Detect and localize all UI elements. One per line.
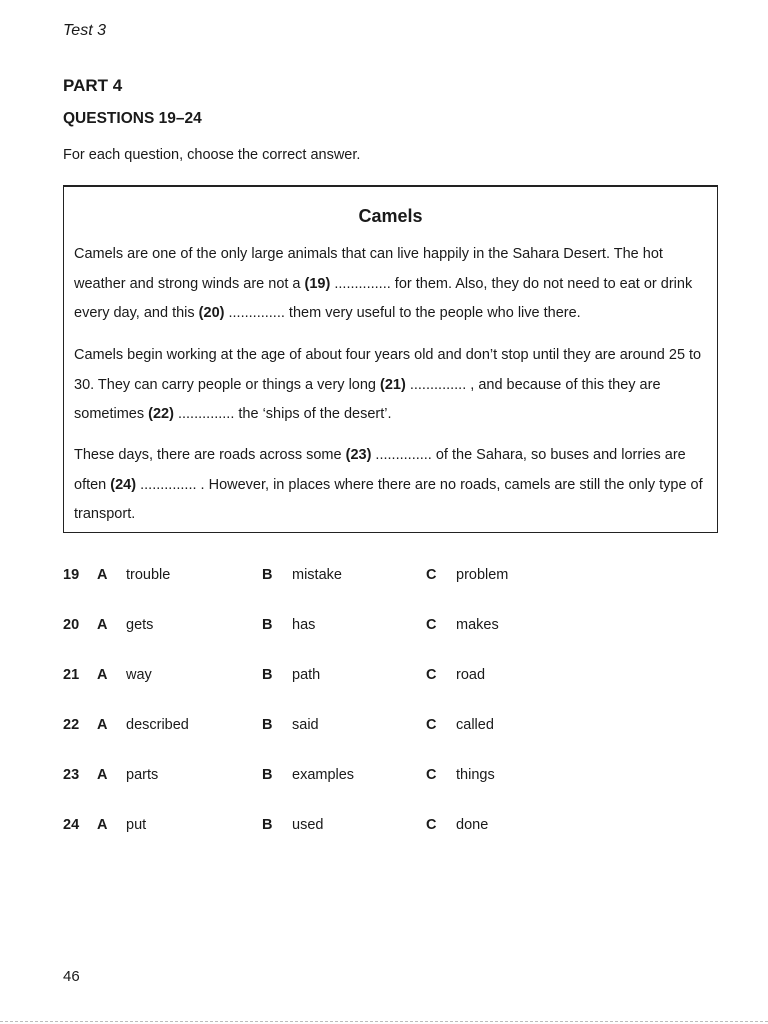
- question-number: 22: [63, 717, 80, 733]
- option-c[interactable]: makes: [456, 617, 499, 633]
- option-letter-c: C: [426, 667, 437, 683]
- option-b[interactable]: examples: [292, 767, 355, 783]
- question-row-24: [63, 817, 623, 841]
- passage-paragraph-1: [74, 240, 705, 329]
- question-row-19: [63, 567, 623, 591]
- option-a[interactable]: described: [126, 717, 189, 733]
- option-a[interactable]: trouble: [126, 567, 171, 583]
- option-letter-b: B: [262, 767, 273, 783]
- question-number: 24: [63, 817, 80, 833]
- option-letter-a: A: [97, 817, 108, 833]
- question-row-21: [63, 667, 623, 691]
- blank-20: (20): [198, 305, 225, 321]
- page-number: 46: [63, 968, 80, 985]
- paragraph-text: These days, there are roads across some: [74, 447, 346, 463]
- question-number: 23: [63, 767, 80, 783]
- question-row-22: [63, 717, 623, 741]
- question-row-23: [63, 767, 623, 791]
- option-letter-c: C: [426, 817, 437, 833]
- passage-paragraph-2: [74, 341, 705, 430]
- option-letter-c: C: [426, 617, 437, 633]
- paragraph-text: .............. , and because of this they are sometimes: [74, 376, 661, 422]
- option-b[interactable]: mistake: [292, 567, 342, 583]
- bottom-rule: [0, 1021, 768, 1022]
- option-c[interactable]: things: [456, 767, 495, 783]
- option-c[interactable]: road: [456, 667, 486, 683]
- paragraph-text: .............. for them. Also, they do not need to eat or drink every day, and this: [74, 275, 693, 321]
- question-number: 19: [63, 567, 80, 583]
- paragraph-text: .............. of the Sahara, so buses and lorries are often: [74, 447, 686, 493]
- option-letter-a: A: [97, 617, 108, 633]
- questions-title: QUESTIONS 19–24: [63, 110, 202, 127]
- blank-21: (21): [380, 376, 406, 393]
- option-b[interactable]: said: [292, 717, 319, 733]
- paragraph-text: .............. them very useful to the people who live there.: [224, 305, 581, 321]
- instruction: For each question, choose the correct answer.: [63, 147, 361, 163]
- option-b[interactable]: path: [292, 667, 321, 683]
- option-a[interactable]: gets: [126, 617, 154, 633]
- passage-title: Camels: [358, 206, 423, 226]
- option-letter-a: A: [97, 567, 108, 583]
- option-letter-c: C: [426, 567, 437, 583]
- option-letter-c: C: [426, 767, 437, 783]
- question-number: 21: [63, 667, 80, 683]
- option-letter-a: A: [97, 717, 108, 733]
- option-letter-b: B: [262, 617, 273, 633]
- paragraph-text: .............. the ‘ships of the desert’.: [173, 406, 392, 422]
- option-a[interactable]: put: [126, 817, 147, 833]
- passage-paragraph-3: [74, 441, 705, 530]
- test-label: Test 3: [63, 22, 106, 39]
- blank-24: (24): [110, 476, 137, 493]
- option-c[interactable]: problem: [456, 567, 509, 583]
- question-number: 20: [63, 617, 80, 633]
- option-c[interactable]: called: [456, 717, 494, 733]
- option-b[interactable]: has: [292, 617, 316, 633]
- option-b[interactable]: used: [292, 817, 324, 833]
- blank-22: (22): [148, 406, 174, 422]
- paragraph-text: Camels begin working at the age of about four years old and don’t stop until they are around 25 to 30. They can carry people or things a very long: [74, 347, 702, 393]
- option-letter-b: B: [262, 567, 273, 583]
- question-row-20: [63, 617, 623, 641]
- option-a[interactable]: parts: [126, 767, 159, 783]
- part-title: PART 4: [63, 76, 123, 95]
- option-letter-b: B: [262, 817, 273, 833]
- blank-19: (19): [304, 275, 331, 292]
- option-letter-b: B: [262, 717, 273, 733]
- option-c[interactable]: done: [456, 817, 489, 833]
- option-a[interactable]: way: [126, 667, 152, 683]
- option-letter-a: A: [97, 667, 108, 683]
- option-letter-a: A: [97, 767, 108, 783]
- option-letter-b: B: [262, 667, 273, 683]
- passage-box: [63, 185, 718, 533]
- paragraph-text: .............. . However, in places where there are no roads, camels are still the only type of transport.: [74, 476, 703, 522]
- paragraph-text: Camels are one of the only large animals that can live happily in the Sahara Desert. The hot weather and strong winds are not a: [74, 246, 663, 292]
- option-letter-c: C: [426, 717, 437, 733]
- blank-23: (23): [345, 447, 372, 463]
